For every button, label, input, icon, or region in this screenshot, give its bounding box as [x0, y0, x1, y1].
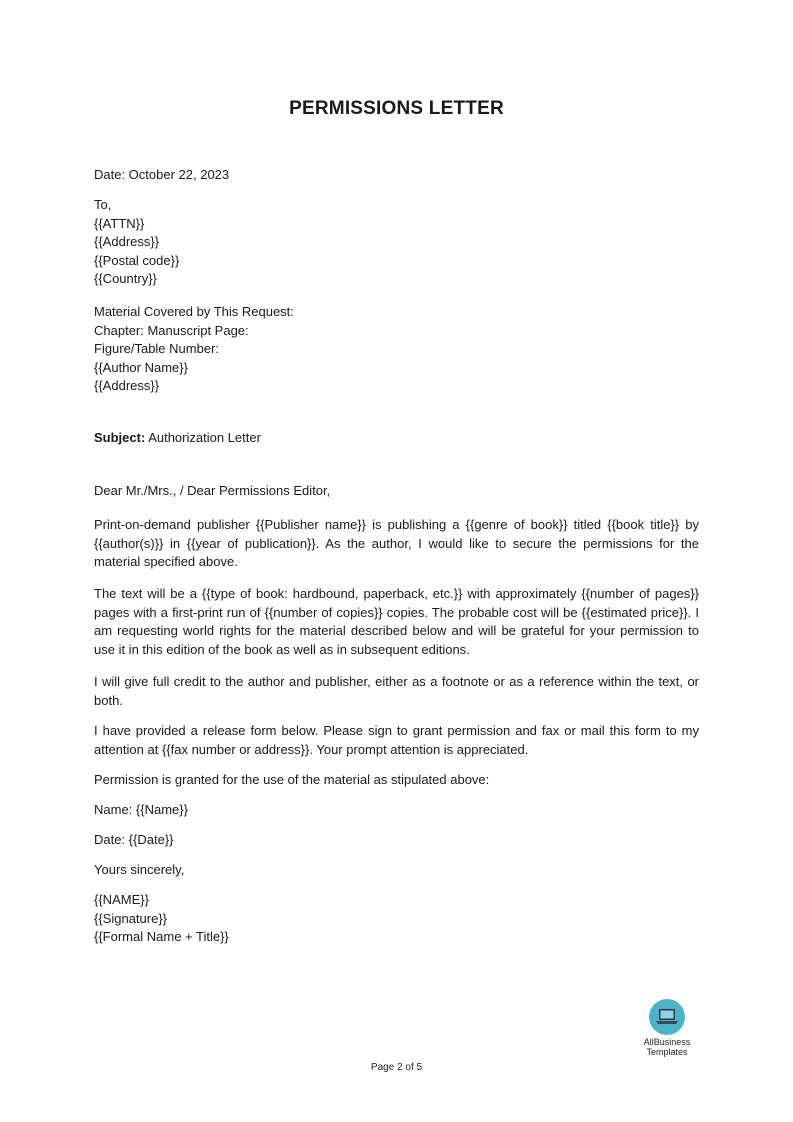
name-field: Name: {{Name}}	[94, 802, 188, 817]
recipient-country: {{Country}}	[94, 271, 157, 286]
paragraph-2	[94, 585, 699, 659]
material-block	[94, 303, 699, 396]
signature-formal: {{Formal Name + Title}}	[94, 929, 229, 944]
signature-sig: {{Signature}}	[94, 910, 168, 926]
logo-line-1: AllBusiness	[643, 1037, 691, 1047]
material-heading: Material Covered by This Request:	[94, 304, 294, 319]
paragraph-text: I will give full credit to the author and publisher, either as a footnote or as a reference within the text, or both.	[94, 674, 699, 708]
paragraph-text: Print-on-demand publisher {{Publisher name}} is publishing a {{genre of book}} titled {{book title}} by {{author(s)}} in {{year of publication}}. As the author, I would like to secure the permissions for the material specified above.	[94, 517, 699, 569]
date-field: Date: {{Date}}	[94, 832, 174, 847]
paragraph-3	[94, 673, 699, 710]
page-title: PERMISSIONS LETTER	[289, 98, 504, 119]
paragraph-1	[94, 516, 699, 572]
recipient-to: To,	[94, 197, 112, 212]
paragraph-text: Permission is granted for the use of the material as stipulated above:	[94, 772, 490, 787]
material-address: {{Address}}	[94, 378, 160, 393]
allbusiness-logo	[636, 999, 698, 1057]
date-line: Date: October 22, 2023	[94, 167, 230, 182]
paragraph-4	[94, 722, 699, 759]
material-chapter: Chapter: Manuscript Page:	[94, 322, 249, 338]
subject-value: Authorization Letter	[145, 430, 261, 445]
subject-label: Subject:	[94, 430, 146, 445]
laptop-icon	[655, 1007, 679, 1027]
logo-text	[636, 1037, 698, 1057]
page-number: Page 2 of 5	[370, 1062, 423, 1073]
closing: Yours sincerely,	[94, 862, 185, 877]
paragraph-text: I have provided a release form below. Please sign to grant permission and fax or mail this form to my attention at {{fax number or address}}. Your prompt attention is appreciated.	[94, 723, 699, 757]
signature-name: {{NAME}}	[94, 892, 149, 907]
recipient-attn: {{ATTN}}	[94, 215, 145, 231]
recipient-postal: {{Postal code}}	[94, 252, 180, 268]
paragraph-text: The text will be a {{type of book: hardbound, paperback, etc.}} with approximately {{number of pages}} pages with a first-print run of {{number of copies}} copies. The probable cost will be {{estimated price}}. I am requesting world rights for the material described below and will be grateful for your permission to use it in this edition of the book as well as in subsequent editions.	[94, 586, 699, 657]
material-figure: Figure/Table Number:	[94, 341, 219, 356]
salutation: Dear Mr./Mrs., / Dear Permissions Editor,	[94, 483, 331, 498]
logo-line-2: Templates	[646, 1047, 688, 1057]
recipient-block	[94, 196, 699, 289]
paragraph-5	[94, 771, 699, 790]
material-author: {{Author Name}}	[94, 359, 188, 375]
logo-badge	[649, 999, 685, 1035]
subject-line	[94, 429, 699, 448]
signature-block	[94, 891, 699, 947]
recipient-address: {{Address}}	[94, 234, 160, 249]
